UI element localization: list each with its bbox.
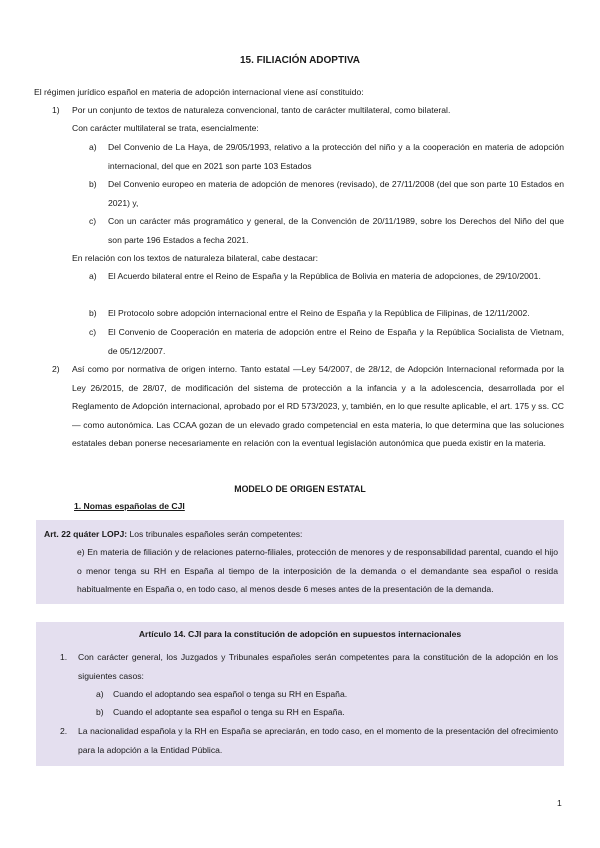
item2-text: Así como por normativa de origen interno. Tanto estatal —Ley 54/2007, de 28/12, de Adopción Internacional reformada por la Ley 26/2015, de 28/07, de modificación del sistema de protección a la infancia y a la adolescencia, desarrollada por el Reglamento de Adopción internacional, aprobado por el RD 573/2023, y, también, en lo que resulte aplicable, el art. 175 y ss. CC— como autonómica. Las CCAA gozan de un elevado grado competencial en esta materia, lo que determina que las soluciones estatales deban ponerse necesariamente en relación con la eventual legislación autonómica que pueda existir en la materia. bbox=[72, 364, 564, 448]
bilateral-intro: En relación con los textos de naturaleza bilateral, cabe destacar: bbox=[72, 253, 319, 263]
subheading bbox=[74, 497, 185, 516]
list-number: 1. bbox=[60, 652, 68, 662]
list-number: 2. bbox=[60, 726, 68, 736]
list-label: a) bbox=[89, 271, 97, 281]
list-label: b) bbox=[96, 707, 104, 717]
list-label: a) bbox=[89, 142, 97, 152]
list-number: 1) bbox=[52, 105, 60, 115]
article-item: La nacionalidad española y la RH en España se apreciarán, en todo caso, en el momento de la presentación del ofrecimiento para la adopción a la Entidad Pública. bbox=[78, 726, 558, 755]
list-label: b) bbox=[89, 179, 97, 189]
article-subitem: Cuando el adoptante sea español o tenga su RH en España. bbox=[113, 707, 345, 717]
article-heading: Artículo 14. CJI para la constitución de adopción en supuestos internacionales bbox=[138, 629, 462, 639]
multilateral-intro: Con carácter multilateral se trata, esencialmente: bbox=[72, 123, 259, 133]
section-heading: MODELO DE ORIGEN ESTATAL bbox=[234, 484, 366, 494]
article-subitem: Cuando el adoptando sea español o tenga su RH en España. bbox=[113, 689, 348, 699]
list-label: c) bbox=[89, 327, 97, 337]
list-number: 2) bbox=[52, 364, 60, 374]
list-label: a) bbox=[96, 689, 104, 699]
law-article-line bbox=[44, 525, 559, 544]
document-title: 15. FILIACIÓN ADOPTIVA bbox=[239, 55, 360, 66]
subheading-text: 1. Nomas españolas de CJI bbox=[74, 501, 185, 511]
list-item: Del Convenio europeo en materia de adopción de menores (revisado), de 27/11/2008 (del que son parte 10 Estados en 2021) y, bbox=[108, 179, 564, 208]
list-label: b) bbox=[89, 308, 97, 318]
list-item: Del Convenio de La Haya, de 29/05/1993, relativo a la protección del niño y a la cooperación en materia de adopción internacional, del que en 2021 son parte 103 Estados bbox=[108, 142, 564, 171]
list-item: El Convenio de Cooperación en materia de adopción entre el Reino de España y la República Socialista de Vietnam, de 05/12/2007. bbox=[108, 327, 564, 356]
item1-text: Por un conjunto de textos de naturaleza convencional, tanto de carácter multilateral, como bilateral. bbox=[72, 105, 451, 115]
list-label: c) bbox=[89, 216, 97, 226]
page-number: 1 bbox=[557, 798, 562, 808]
list-item: Con un carácter más programático y general, de la Convención de 20/11/1989, sobre los Derechos del Niño del que son parte 196 Estados a fecha 2021. bbox=[108, 216, 564, 245]
article-intro: Los tribunales españoles serán competentes: bbox=[127, 529, 303, 539]
list-item: El Protocolo sobre adopción internacional entre el Reino de España y la República de Filipinas, de 12/11/2002. bbox=[108, 308, 530, 318]
article-item: Con carácter general, los Juzgados y Tribunales españoles serán competentes para la constitución de la adopción en los siguientes casos: bbox=[78, 652, 558, 681]
article-paragraph-e: e) En materia de filiación y de relaciones paterno-filiales, protección de menores y de responsabilidad parental, cuando el hijo o menor tenga su RH en España al tiempo de la interposición de la demanda o el demandante sea español o resida habitualmente en España o, en todo caso, al menos desde 6 meses antes de la presentación de la demanda. bbox=[77, 547, 558, 594]
article-reference: Art. 22 quáter LOPJ: bbox=[44, 529, 128, 539]
intro-paragraph: El régimen jurídico español en materia de adopción internacional viene así constituido: bbox=[34, 87, 364, 97]
list-item: El Acuerdo bilateral entre el Reino de España y la República de Bolivia en materia de adopciones, de 29/10/2001. bbox=[108, 271, 541, 281]
